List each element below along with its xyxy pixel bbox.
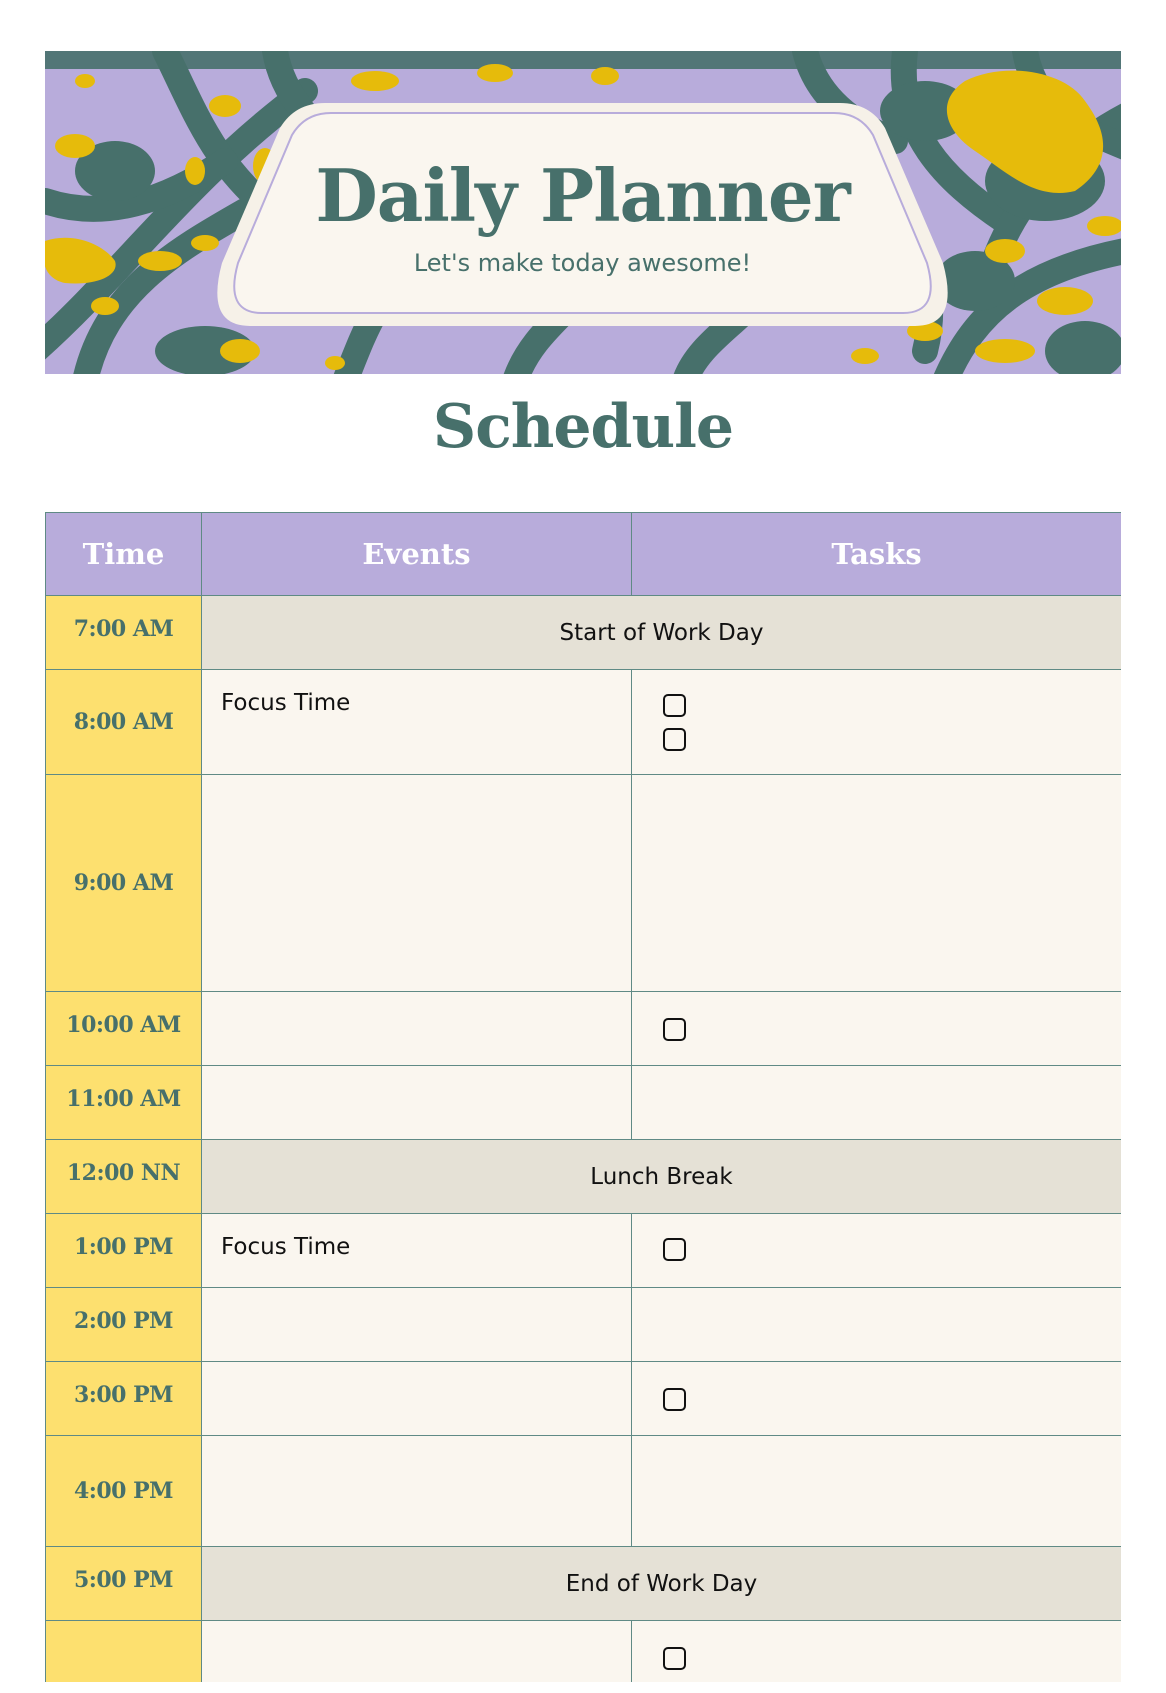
tasks-cell: [632, 992, 1122, 1066]
task-checkbox[interactable]: [663, 694, 686, 717]
time-label: 3:00 PM: [46, 1362, 202, 1436]
time-label: 9:00 AM: [46, 775, 202, 992]
schedule-table-container: [45, 512, 1121, 1682]
time-label: [46, 1621, 202, 1683]
time-label: 2:00 PM: [46, 1288, 202, 1362]
schedule-heading: Schedule: [432, 392, 734, 462]
event-cell[interactable]: [202, 670, 632, 775]
event-text: Focus Time: [221, 1234, 351, 1260]
header-banner: [45, 51, 1121, 374]
time-label: 1:00 PM: [46, 1214, 202, 1288]
table-row: [46, 992, 1122, 1066]
time-label: 11:00 AM: [46, 1066, 202, 1140]
table-row: [46, 670, 1122, 775]
title-card: [215, 103, 950, 326]
table-row: [46, 1362, 1122, 1436]
event-cell[interactable]: [202, 992, 632, 1066]
tasks-cell: [632, 670, 1122, 775]
table-row: [46, 775, 1122, 992]
time-label: 8:00 AM: [46, 670, 202, 775]
tasks-cell: [632, 1066, 1122, 1140]
tasks-cell: [632, 1436, 1122, 1547]
tasks-cell: [632, 1621, 1122, 1683]
time-label: 5:00 PM: [46, 1547, 202, 1621]
event-cell[interactable]: [202, 1288, 632, 1362]
column-header-events: Events: [202, 513, 632, 596]
event-cell[interactable]: [202, 1621, 632, 1683]
span-row-label: Lunch Break: [202, 1140, 1122, 1214]
span-row-label: Start of Work Day: [202, 596, 1122, 670]
table-header-row: [46, 513, 1122, 596]
planner-title: Daily Planner: [315, 153, 850, 238]
time-label: 10:00 AM: [46, 992, 202, 1066]
task-checkbox[interactable]: [663, 1647, 686, 1670]
event-cell[interactable]: [202, 1214, 632, 1288]
column-header-time: Time: [46, 513, 202, 596]
task-checkbox[interactable]: [663, 1388, 686, 1411]
task-checkbox[interactable]: [663, 1018, 686, 1041]
table-row: [46, 1140, 1122, 1214]
table-row: [46, 1547, 1122, 1621]
task-checkbox[interactable]: [663, 1238, 686, 1261]
tasks-cell: [632, 1214, 1122, 1288]
task-checkbox[interactable]: [663, 728, 686, 751]
table-row: [46, 1066, 1122, 1140]
schedule-table: [45, 512, 1121, 1682]
time-label: 4:00 PM: [46, 1436, 202, 1547]
tasks-cell: [632, 1362, 1122, 1436]
tasks-cell: [632, 1288, 1122, 1362]
table-row: [46, 1436, 1122, 1547]
table-row: [46, 596, 1122, 670]
table-row: [46, 1288, 1122, 1362]
event-cell[interactable]: [202, 775, 632, 992]
event-cell[interactable]: [202, 1362, 632, 1436]
column-header-tasks: Tasks: [632, 513, 1122, 596]
event-cell[interactable]: [202, 1066, 632, 1140]
event-cell[interactable]: [202, 1436, 632, 1547]
table-row: [46, 1621, 1122, 1683]
tasks-cell: [632, 775, 1122, 992]
time-label: 12:00 NN: [46, 1140, 202, 1214]
planner-subtitle: Let's make today awesome!: [413, 249, 752, 277]
event-text: Focus Time: [221, 690, 351, 716]
table-row: [46, 1214, 1122, 1288]
span-row-label: End of Work Day: [202, 1547, 1122, 1621]
time-label: 7:00 AM: [46, 596, 202, 670]
